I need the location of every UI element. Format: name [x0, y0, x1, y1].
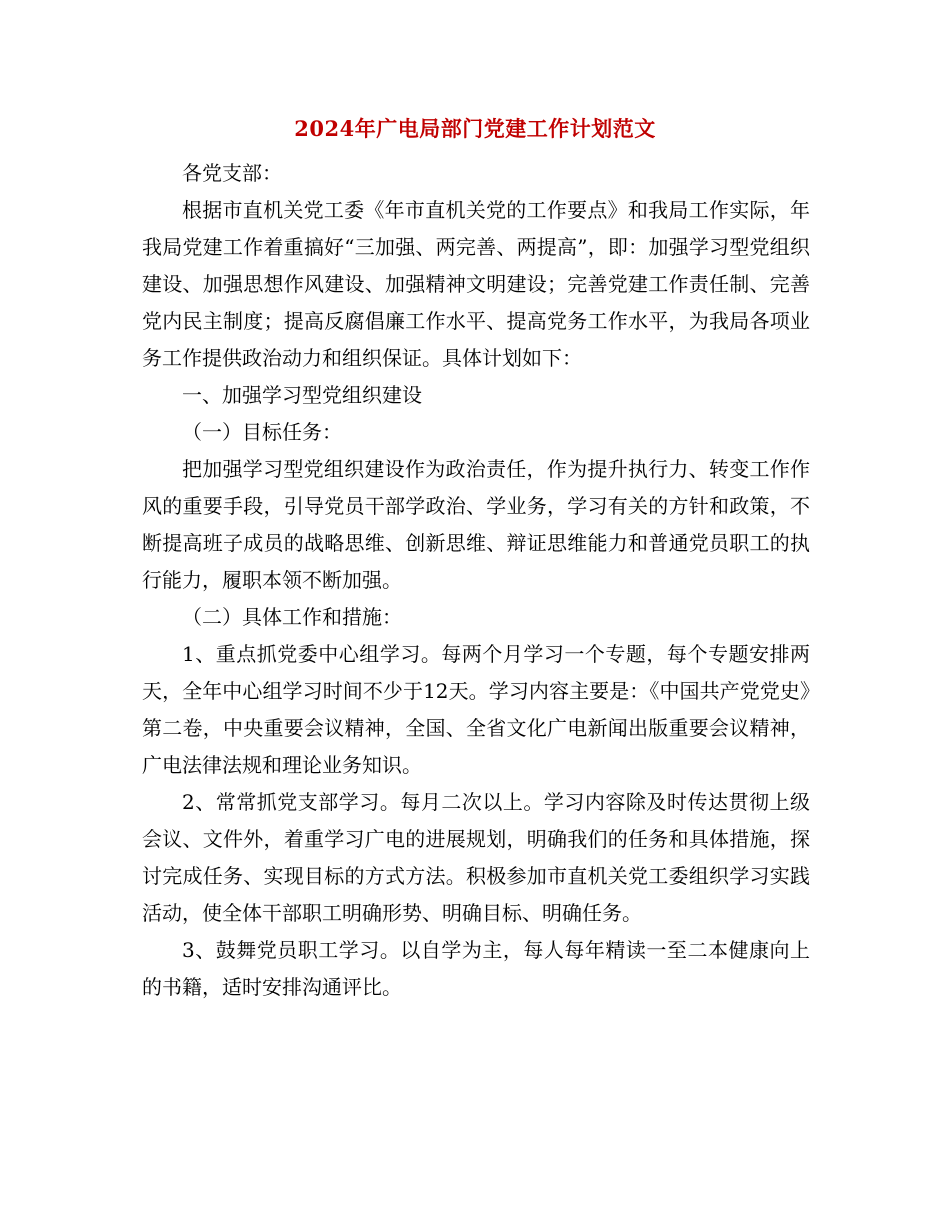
measure-item-2: 2、常常抓党支部学习。每月二次以上。学习内容除及时传达贯彻上级会议、文件外，着重学习广电的进展规划，明确我们的任务和具体措施，探讨完成任务、实现目标的方式方法。积极参加市直机关党工委组织学习实践活动，使全体干部职工明确形势、明确目标、明确任务。: [142, 790, 810, 925]
section-heading-1: 一、加强学习型党组织建设: [182, 383, 422, 407]
subsection-heading-measures: （二）具体工作和措施：: [182, 605, 402, 629]
subsection-heading-goals: （一）目标任务：: [182, 420, 342, 444]
measure-item-1: 1、重点抓党委中心组学习。每两个月学习一个专题，每个专题安排两天，全年中心组学习时间不少于12天。学习内容主要是：《中国共产党党史》第二卷，中央重要会议精神，全国、全省文化广电新闻出版重要会议精神，广电法律法规和理论业务知识。: [142, 642, 810, 777]
document-title: 2024年广电局部门党建工作计划范文: [294, 116, 656, 141]
document-body: [142, 155, 810, 1006]
measure-item-3: 3、鼓舞党员职工学习。以自学为主，每人每年精读一至二本健康向上的书籍，适时安排沟通评比。: [142, 938, 810, 999]
goals-paragraph: 把加强学习型党组织建设作为政治责任，作为提升执行力、转变工作作风的重要手段，引导党员干部学政治、学业务，学习有关的方针和政策，不断提高班子成员的战略思维、创新思维、辩证思维能力和普通党员职工的执行能力，履职本领不断加强。: [142, 457, 810, 592]
salutation-paragraph: 各党支部：: [182, 161, 282, 185]
intro-paragraph: 根据市直机关党工委《年市直机关党的工作要点》和我局工作实际，年我局党建工作着重搞好“三加强、两完善、两提高”，即：加强学习型党组织建设、加强思想作风建设、加强精神文明建设；完善党建工作责任制、完善党内民主制度；提高反腐倡廉工作水平、提高党务工作水平，为我局各项业务工作提供政治动力和组织保证。具体计划如下：: [142, 198, 810, 370]
